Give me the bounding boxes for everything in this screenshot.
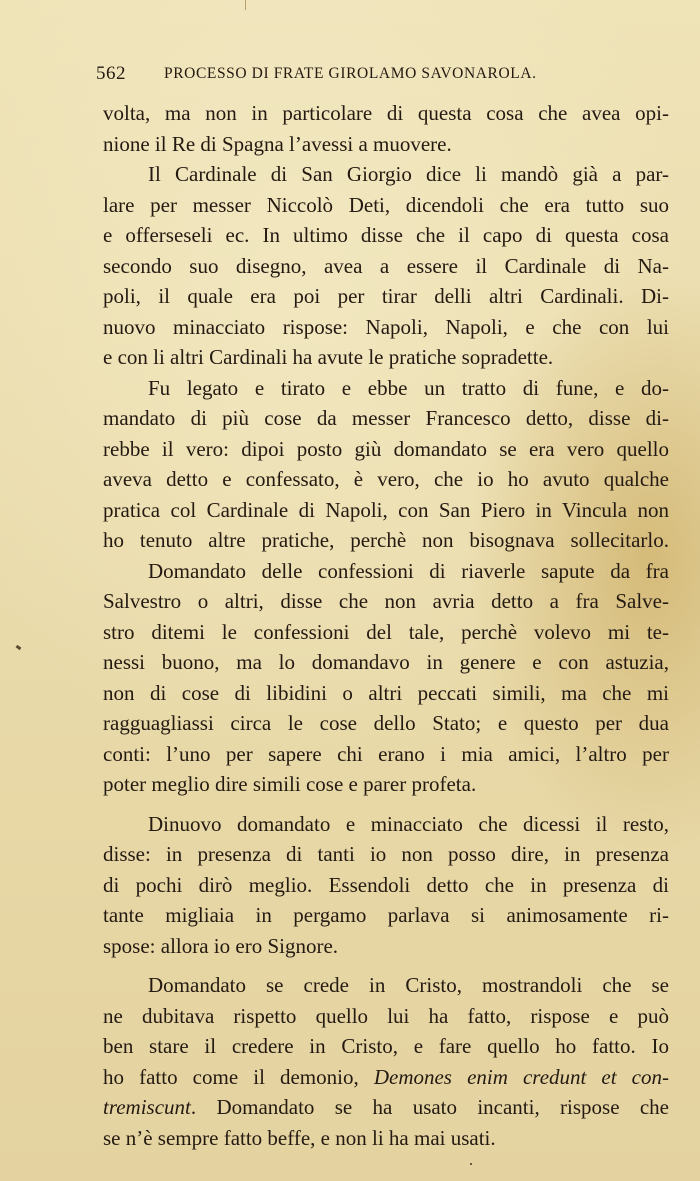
margin-mark — [16, 645, 22, 650]
body-text — [103, 98, 669, 1153]
paragraph-first-line: Domandato se crede in Cristo, mostrandoli che se — [148, 973, 669, 997]
text-line: volta, ma non in particolare di questa cosa che avea opi- — [103, 101, 669, 125]
text-line: disse: in presenza di tanti io non posso dire, in presenza — [103, 842, 669, 866]
text-line: e con li altri Cardinali ha avute le pratiche sopradette. — [103, 345, 554, 369]
paragraph-first-line: Dinuovo domandato e minacciato che dicessi il resto, — [148, 811, 669, 836]
page-number: 562 — [96, 63, 126, 84]
text-line: rebbe il vero: dipoi posto giù domandato se era vero quello — [103, 436, 669, 461]
text-line: secondo suo disegno, avea a essere il Cardinale di Na- — [103, 253, 669, 278]
text-run: . Domandato se ha usato incanti, rispose che — [190, 1095, 669, 1119]
text-line: pratica col Cardinale di Napoli, con San Piero in Vincula non — [103, 497, 669, 522]
text-line: poli, il quale era poi per tirar delli altri Cardinali. Di- — [103, 284, 669, 308]
paragraph-first-line: Fu legato e tirato e ebbe un tratto di fune, e do- — [148, 375, 669, 400]
text-line: tante migliaia in pergamo parlava si animosamente ri- — [103, 903, 669, 927]
text-line: nione il Re di Spagna l’avessi a muovere. — [103, 131, 452, 156]
text-line: non di cose di libidini o altri peccati simili, ma che mi — [103, 680, 669, 705]
text-line: spose: allora io ero Signore. — [103, 933, 339, 958]
running-head — [96, 63, 601, 87]
paper-mark — [245, 0, 246, 10]
text-line: ne dubitava rispetto quello lui ha fatto, rispose e può — [103, 1003, 669, 1028]
text-line-with-latin — [103, 1092, 669, 1123]
text-line: poter meglio dire simili cose e parer profeta. — [103, 772, 477, 796]
latin-quotation: tremiscunt — [103, 1095, 191, 1119]
text-line: ben stare il credere in Cristo, e fare quello ho fatto. Io — [103, 1034, 669, 1058]
text-line: mandato di più cose da messer Francesco detto, disse di- — [103, 406, 669, 430]
text-line: se n’è sempre fatto beffe, e non li ha mai usati. — [103, 1125, 496, 1150]
text-line: Salvestro o altri, disse che non avria detto a fra Salve- — [103, 589, 669, 613]
text-line: aveva detto e confessato, è vero, che io ho avuto qualche — [103, 467, 669, 491]
text-line: di pochi dirò meglio. Essendoli detto che in presenza di — [103, 872, 669, 897]
paragraph-first-line: Il Cardinale di San Giorgio dice li mandò già a par- — [148, 162, 669, 186]
text-run: ho fatto come il demonio, — [103, 1064, 374, 1089]
text-line: ho tenuto altre pratiche, perchè non bisognava sollecitarlo. — [103, 528, 669, 552]
paragraph-first-line: Domandato delle confessioni di riaverle sapute da fra — [148, 558, 669, 583]
text-line: conti: l’uno per sapere chi erano i mia amici, l’altro per — [103, 741, 669, 766]
text-line: nuovo minacciato rispose: Napoli, Napoli, e che con lui — [103, 314, 669, 339]
paper-speck — [470, 1163, 472, 1165]
text-line: e offerseseli ec. In ultimo disse che il capo di questa cosa — [103, 223, 669, 247]
text-line: lare per messer Niccolò Deti, dicendoli che era tutto suo — [103, 192, 669, 217]
latin-quotation: Demones enim credunt et con- — [373, 1064, 669, 1089]
text-line: nessi buono, ma lo domandavo in genere e con astuzia, — [103, 650, 669, 674]
running-title: PROCESSO DI FRATE GIROLAMO SAVONAROLA. — [164, 65, 537, 82]
text-line: ragguagliassi circa le cose dello Stato; e questo per dua — [103, 711, 669, 735]
text-line: stro ditemi le confessioni del tale, perchè volevo mi te- — [103, 619, 669, 644]
text-line-with-latin — [103, 1062, 669, 1093]
